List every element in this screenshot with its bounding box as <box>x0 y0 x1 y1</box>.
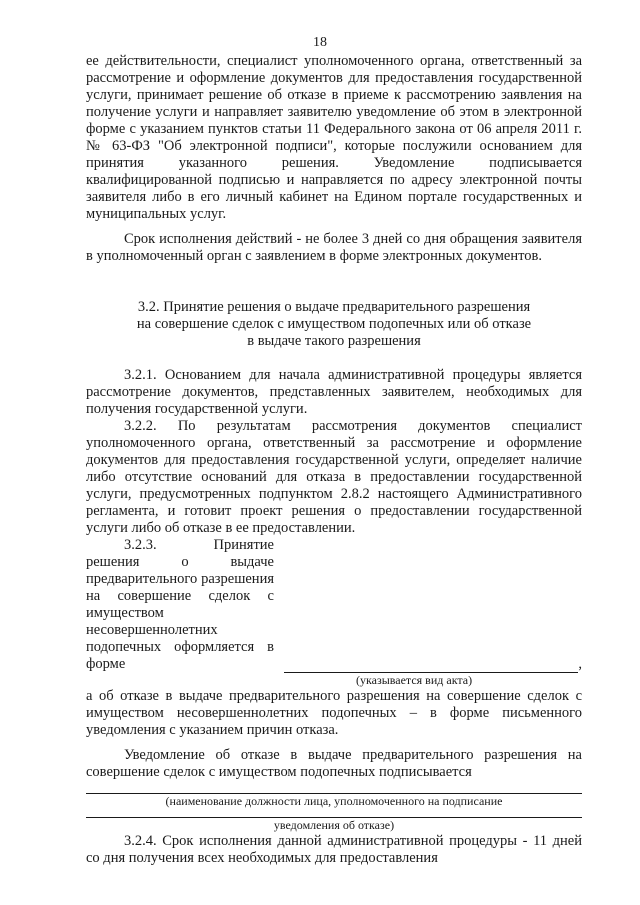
signatory-caption: (наименование должности лица, уполномоченного на подписание <box>165 794 503 808</box>
section-heading-line: 3.2. Принятие решения о выдаче предварительного разрешения <box>137 299 531 315</box>
paragraph-deadline: Срок исполнения действий - не более 3 дней со дня обращения заявителя в уполномоченный орган с заявлением в форме электронных документов. <box>86 231 582 264</box>
page-number: 18 <box>313 35 327 50</box>
section-heading <box>86 299 582 350</box>
paragraph-3-2-1: 3.2.1. Основанием для начала административной процедуры является рассмотрение документов, представленных заявителем, необходимых для получения государственной услуги. <box>86 367 582 417</box>
section-heading-line: на совершение сделок с имуществом подопечных или об отказе <box>136 316 532 332</box>
paragraph-notice: Уведомление об отказе в выдаче предварительного разрешения на совершение сделок с имуществом подопечных подписывается <box>86 747 582 780</box>
paragraph-3-2-4: 3.2.4. Срок исполнения данной административной процедуры - 11 дней со дня получения всех необходимых для предоставления <box>86 833 582 866</box>
signatory-blank-line <box>86 781 582 794</box>
signatory-caption-2: уведомления об отказе) <box>273 818 395 832</box>
document-body <box>86 53 582 867</box>
paragraph-3-2-2: 3.2.2. По результатам рассмотрения документов специалист уполномоченного органа, ответственный за рассмотрение и оформление документов для предоставления государственной услуги, определяет наличие либо отсутствие оснований для отказа в предоставлении государственной услуги, предусмотренных подпунктом 2.8.2 настоящего Административного регламента, и готовит проект решения о предоставлении государственной услуги либо об отказе в ее предоставлении. <box>86 418 582 536</box>
act-type-caption: (указывается вид акта) <box>356 673 473 687</box>
section-heading-line: в выдаче такого разрешения <box>247 333 421 349</box>
paragraph-3-2-3-text: 3.2.3. Принятие решения о выдаче предварительного разрешения на совершение сделок с имуществом несовершеннолетних подопечных оформляется в форме <box>86 537 274 672</box>
signatory-blank-line-2 <box>86 809 582 818</box>
paragraph-continuation: ее действительности, специалист уполномоченного органа, ответственный за рассмотрение и оформление документов для предоставления государственной услуги, принимает решение об отказе в приеме к рассмотрению заявления на получение услуги и направляет заявителю уведомление об этом в электронной форме с указанием пунктов статьи 11 Федерального закона от 06 апреля 2011 г. № 63-ФЗ "Об электронной подписи", которые послужили основанием для принятия указанного решения. Уведомление подписывается квалифицированной подписью и направляется по адресу электронной почты заявителя либо в его личный кабинет на Едином портале государственных и муниципальных услуг. <box>86 53 582 222</box>
act-type-comma: , <box>578 656 582 672</box>
paragraph-3-2-3-refusal: а об отказе в выдаче предварительного разрешения на совершение сделок с имуществом несовершеннолетних подопечных – в форме письменного уведомления с указанием причин отказа. <box>86 688 582 738</box>
act-type-blank-line <box>284 660 578 673</box>
paragraph-3-2-3-first <box>86 537 582 673</box>
